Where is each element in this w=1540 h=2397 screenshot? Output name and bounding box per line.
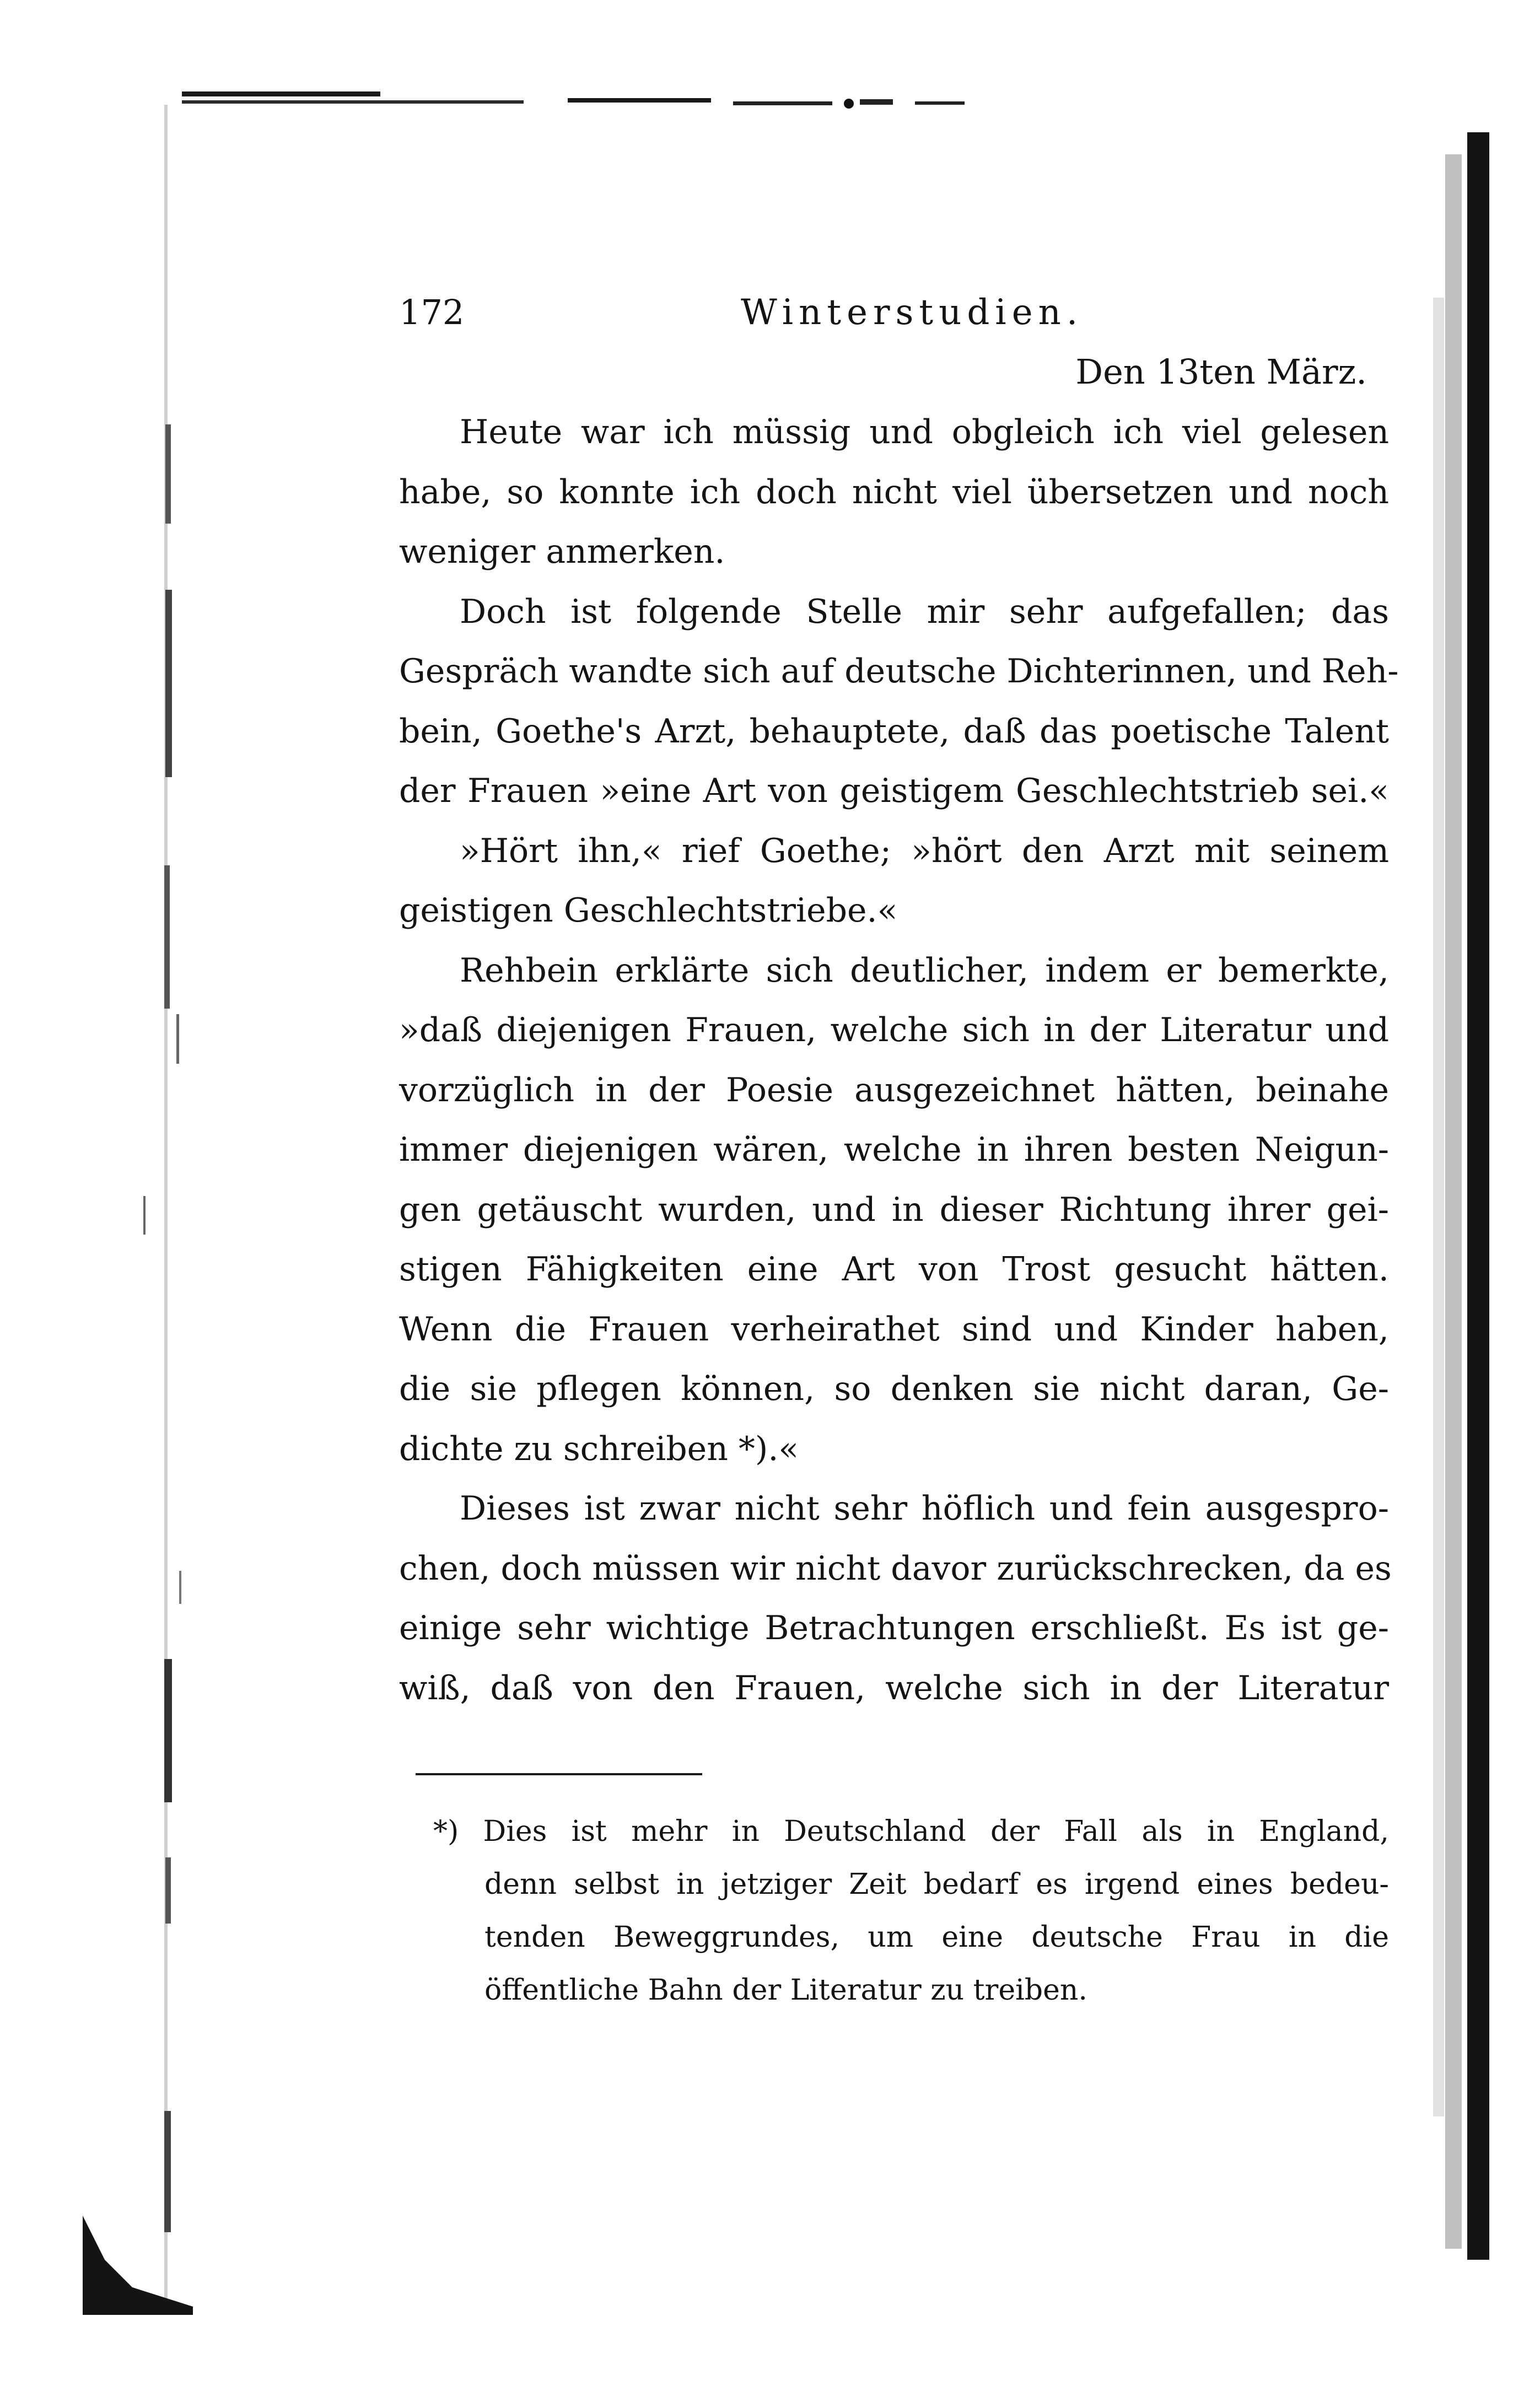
text-line: bein, Goethe's Arzt, behauptete, daß das poetische Talent <box>399 712 1389 751</box>
text-line: einige sehr wichtige Betrachtungen erschließt. Es ist ge- <box>399 1609 1389 1647</box>
text-line: Dieses ist zwar nicht sehr höflich und fein ausgespro- <box>460 1489 1389 1528</box>
footnote-line: öffentliche Bahn der Literatur zu treiben. <box>484 1974 1087 2007</box>
book-page <box>399 287 1399 2017</box>
text-line: Doch ist folgende Stelle mir sehr aufgefallen; das <box>460 592 1389 631</box>
running-title: Winterstudien. <box>741 292 1084 333</box>
text-line: geistigen Geschlechtstriebe.« <box>399 891 898 930</box>
text-line: gen getäuscht wurden, und in dieser Richtung ihrer gei- <box>399 1190 1389 1229</box>
scan-left-edge <box>83 105 187 2304</box>
text-line: stigen Fähigkeiten eine Art von Trost gesucht hätten. <box>399 1250 1389 1289</box>
text-line: chen, doch müssen wir nicht davor zurückschrecken, da es <box>399 1549 1392 1588</box>
text-line: Wenn die Frauen verheirathet sind und Kinder haben, <box>399 1310 1389 1349</box>
text-line: immer diejenigen wären, welche in ihren besten Neigun- <box>399 1130 1389 1169</box>
body-text <box>399 402 1399 1718</box>
footnote-rule <box>416 1773 702 1775</box>
text-line: »daß diejenigen Frauen, welche sich in der Literatur und <box>399 1011 1389 1049</box>
scan-top-rule <box>182 87 965 114</box>
footnotes <box>399 1805 1389 2017</box>
text-line: »Hört ihn,« rief Goethe; »hört den Arzt mit seinem <box>460 831 1389 870</box>
footnote-line: denn selbst in jetziger Zeit bedarf es irgend eines bedeu- <box>484 1868 1389 1901</box>
running-head <box>399 287 1389 347</box>
footnote-line: tenden Beweggrundes, um eine deutsche Frau in die <box>484 1921 1389 1954</box>
text-line: vorzüglich in der Poesie ausgezeichnet hätten, beinahe <box>399 1070 1389 1109</box>
text-line: Heute war ich müssig und obgleich ich viel gelesen <box>460 413 1389 451</box>
text-line: wiß, daß von den Frauen, welche sich in der Literatur <box>399 1668 1389 1707</box>
text-line: der Frauen »eine Art von geistigem Geschlechtstrieb sei.« <box>399 772 1389 810</box>
dateline: Den 13ten März. <box>1075 352 1367 392</box>
footnote-line: *) Dies ist mehr in Deutschland der Fall als in England, <box>433 1815 1389 1848</box>
scan-right-edge <box>1433 132 1516 2260</box>
text-line: weniger anmerken. <box>399 532 725 571</box>
text-line: die sie pflegen können, so denken sie nicht daran, Ge- <box>399 1370 1389 1408</box>
text-line: Rehbein erklärte sich deutlicher, indem er bemerkte, <box>460 951 1389 990</box>
text-line: habe, so konnte ich doch nicht viel übersetzen und noch <box>399 472 1389 511</box>
page-number: 172 <box>399 292 465 332</box>
scan-corner <box>83 2194 193 2315</box>
text-line: Gespräch wandte sich auf deutsche Dichterinnen, und Reh- <box>399 652 1399 691</box>
text-line: dichte zu schreiben *).« <box>399 1429 799 1468</box>
